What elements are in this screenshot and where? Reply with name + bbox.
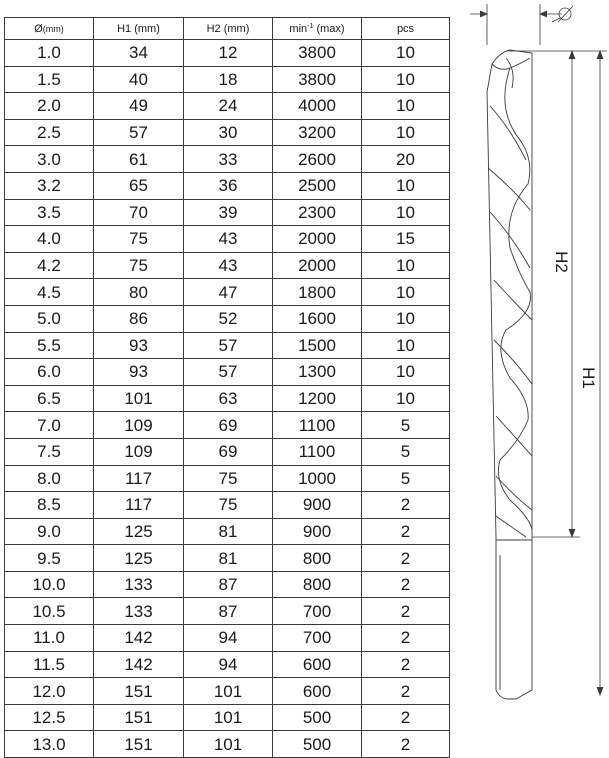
cell-rpm: 900 xyxy=(273,518,362,545)
cell-h1: 151 xyxy=(94,704,184,731)
cell-h1: 40 xyxy=(94,66,184,93)
h1-label: H1 xyxy=(579,367,598,389)
cell-h1: 133 xyxy=(94,598,184,625)
cell-h1: 61 xyxy=(94,146,184,173)
cell-h1: 109 xyxy=(94,438,184,465)
cell-h1: 86 xyxy=(94,305,184,332)
cell-pcs: 10 xyxy=(362,359,450,386)
header-h2: H2 (mm) xyxy=(184,18,273,40)
cell-diameter: 2.5 xyxy=(5,119,94,146)
cell-h2: 69 xyxy=(184,438,273,465)
cell-h2: 87 xyxy=(184,571,273,598)
cell-pcs: 2 xyxy=(362,518,450,545)
cell-h1: 142 xyxy=(94,651,184,678)
cell-h1: 70 xyxy=(94,199,184,226)
cell-diameter: 9.0 xyxy=(5,518,94,545)
cell-diameter: 3.0 xyxy=(5,146,94,173)
cell-diameter: 12.5 xyxy=(5,704,94,731)
cell-pcs: 2 xyxy=(362,625,450,652)
cell-rpm: 2600 xyxy=(273,146,362,173)
cell-rpm: 1800 xyxy=(273,279,362,306)
cell-h2: 43 xyxy=(184,252,273,279)
cell-h1: 117 xyxy=(94,492,184,519)
cell-h1: 93 xyxy=(94,332,184,359)
cell-pcs: 10 xyxy=(362,172,450,199)
cell-pcs: 2 xyxy=(362,545,450,572)
diameter-symbol: Ø xyxy=(34,22,43,35)
cell-diameter: 3.5 xyxy=(5,199,94,226)
cell-rpm: 4000 xyxy=(273,93,362,120)
cell-pcs: 5 xyxy=(362,412,450,439)
cell-h2: 52 xyxy=(184,305,273,332)
cell-h2: 39 xyxy=(184,199,273,226)
cell-h2: 101 xyxy=(184,704,273,731)
cell-rpm: 700 xyxy=(273,625,362,652)
header-h1: H1 (mm) xyxy=(94,18,184,40)
cell-h1: 125 xyxy=(94,518,184,545)
cell-rpm: 3800 xyxy=(273,40,362,67)
h2-label: H2 xyxy=(552,251,571,273)
cell-diameter: 3.2 xyxy=(5,172,94,199)
cell-pcs: 2 xyxy=(362,731,450,758)
rpm-suffix: (max) xyxy=(316,22,345,35)
cell-diameter: 5.5 xyxy=(5,332,94,359)
cell-diameter: 4.2 xyxy=(5,252,94,279)
cell-pcs: 10 xyxy=(362,66,450,93)
cell-diameter: 2.0 xyxy=(5,93,94,120)
cell-h2: 24 xyxy=(184,93,273,120)
cell-h1: 49 xyxy=(94,93,184,120)
cell-pcs: 2 xyxy=(362,598,450,625)
cell-h1: 80 xyxy=(94,279,184,306)
cell-diameter: 1.5 xyxy=(5,66,94,93)
cell-pcs: 15 xyxy=(362,226,450,253)
cell-rpm: 600 xyxy=(273,678,362,705)
cell-pcs: 2 xyxy=(362,651,450,678)
cell-h2: 69 xyxy=(184,412,273,439)
cell-h2: 30 xyxy=(184,119,273,146)
cell-h1: 75 xyxy=(94,252,184,279)
cell-h2: 81 xyxy=(184,518,273,545)
cell-rpm: 600 xyxy=(273,651,362,678)
cell-rpm: 1500 xyxy=(273,332,362,359)
cell-diameter: 6.0 xyxy=(5,359,94,386)
cell-pcs: 10 xyxy=(362,305,450,332)
cell-rpm: 800 xyxy=(273,545,362,572)
cell-h1: 151 xyxy=(94,731,184,758)
cell-pcs: 10 xyxy=(362,119,450,146)
cell-h2: 18 xyxy=(184,66,273,93)
cell-diameter: 12.0 xyxy=(5,678,94,705)
cell-diameter: 4.0 xyxy=(5,226,94,253)
cell-diameter: 10.5 xyxy=(5,598,94,625)
cell-pcs: 2 xyxy=(362,678,450,705)
cell-h2: 43 xyxy=(184,226,273,253)
cell-h1: 133 xyxy=(94,571,184,598)
cell-rpm: 1300 xyxy=(273,359,362,386)
cell-diameter: 8.0 xyxy=(5,465,94,492)
cell-diameter: 7.5 xyxy=(5,438,94,465)
cell-h2: 36 xyxy=(184,172,273,199)
cell-pcs: 5 xyxy=(362,465,450,492)
cell-h2: 47 xyxy=(184,279,273,306)
cell-pcs: 5 xyxy=(362,438,450,465)
cell-pcs: 20 xyxy=(362,146,450,173)
h2-dimension xyxy=(532,51,580,537)
cell-h2: 33 xyxy=(184,146,273,173)
cell-diameter: 7.0 xyxy=(5,412,94,439)
cell-rpm: 700 xyxy=(273,598,362,625)
cell-h1: 151 xyxy=(94,678,184,705)
cell-pcs: 10 xyxy=(362,40,450,67)
table-row xyxy=(5,704,450,731)
cell-h2: 75 xyxy=(184,492,273,519)
cell-rpm: 2500 xyxy=(273,172,362,199)
cell-rpm: 2300 xyxy=(273,199,362,226)
cell-h1: 117 xyxy=(94,465,184,492)
rpm-base: min xyxy=(289,22,308,35)
cell-h1: 101 xyxy=(94,385,184,412)
cell-pcs: 2 xyxy=(362,704,450,731)
cell-h1: 109 xyxy=(94,412,184,439)
cell-diameter: 10.0 xyxy=(5,571,94,598)
cell-h2: 101 xyxy=(184,678,273,705)
cell-h2: 57 xyxy=(184,359,273,386)
cell-diameter: 4.5 xyxy=(5,279,94,306)
cell-diameter: 5.0 xyxy=(5,305,94,332)
cell-rpm: 2000 xyxy=(273,252,362,279)
cell-h1: 75 xyxy=(94,226,184,253)
flute-spiral xyxy=(498,68,532,530)
cell-h2: 75 xyxy=(184,465,273,492)
cell-pcs: 10 xyxy=(362,385,450,412)
cell-h2: 57 xyxy=(184,332,273,359)
cell-pcs: 10 xyxy=(362,199,450,226)
cell-pcs: 2 xyxy=(362,492,450,519)
cell-rpm: 800 xyxy=(273,571,362,598)
cell-diameter: 13.0 xyxy=(5,731,94,758)
cell-h1: 93 xyxy=(94,359,184,386)
cell-h1: 142 xyxy=(94,625,184,652)
table-row xyxy=(5,731,450,758)
cell-h1: 34 xyxy=(94,40,184,67)
cell-h1: 65 xyxy=(94,172,184,199)
cell-rpm: 500 xyxy=(273,731,362,758)
cell-diameter: 8.5 xyxy=(5,492,94,519)
cell-pcs: 10 xyxy=(362,93,450,120)
cell-h2: 94 xyxy=(184,625,273,652)
cell-h2: 94 xyxy=(184,651,273,678)
cell-rpm: 1600 xyxy=(273,305,362,332)
cell-h2: 12 xyxy=(184,40,273,67)
cell-rpm: 2000 xyxy=(273,226,362,253)
cell-h2: 87 xyxy=(184,598,273,625)
cell-rpm: 1000 xyxy=(273,465,362,492)
cell-h2: 81 xyxy=(184,545,273,572)
cell-diameter: 1.0 xyxy=(5,40,94,67)
cell-pcs: 10 xyxy=(362,252,450,279)
drill-bit xyxy=(487,50,532,699)
cell-diameter: 9.5 xyxy=(5,545,94,572)
diameter-unit: (mm) xyxy=(42,23,64,34)
cell-h1: 57 xyxy=(94,119,184,146)
rpm-sup: -1 xyxy=(307,22,314,30)
cell-rpm: 500 xyxy=(273,704,362,731)
cell-rpm: 1100 xyxy=(273,412,362,439)
cell-rpm: 3200 xyxy=(273,119,362,146)
cell-pcs: 10 xyxy=(362,279,450,306)
cell-rpm: 900 xyxy=(273,492,362,519)
cell-rpm: 1200 xyxy=(273,385,362,412)
cell-h2: 101 xyxy=(184,731,273,758)
cell-diameter: 11.0 xyxy=(5,625,94,652)
diameter-dimension xyxy=(470,4,562,45)
cell-diameter: 6.5 xyxy=(5,385,94,412)
cell-rpm: 1100 xyxy=(273,438,362,465)
cell-h2: 63 xyxy=(184,385,273,412)
cell-h1: 125 xyxy=(94,545,184,572)
header-pcs: pcs xyxy=(362,18,450,40)
cell-pcs: 10 xyxy=(362,332,450,359)
cell-diameter: 11.5 xyxy=(5,651,94,678)
cell-rpm: 3800 xyxy=(273,66,362,93)
cell-pcs: 2 xyxy=(362,571,450,598)
